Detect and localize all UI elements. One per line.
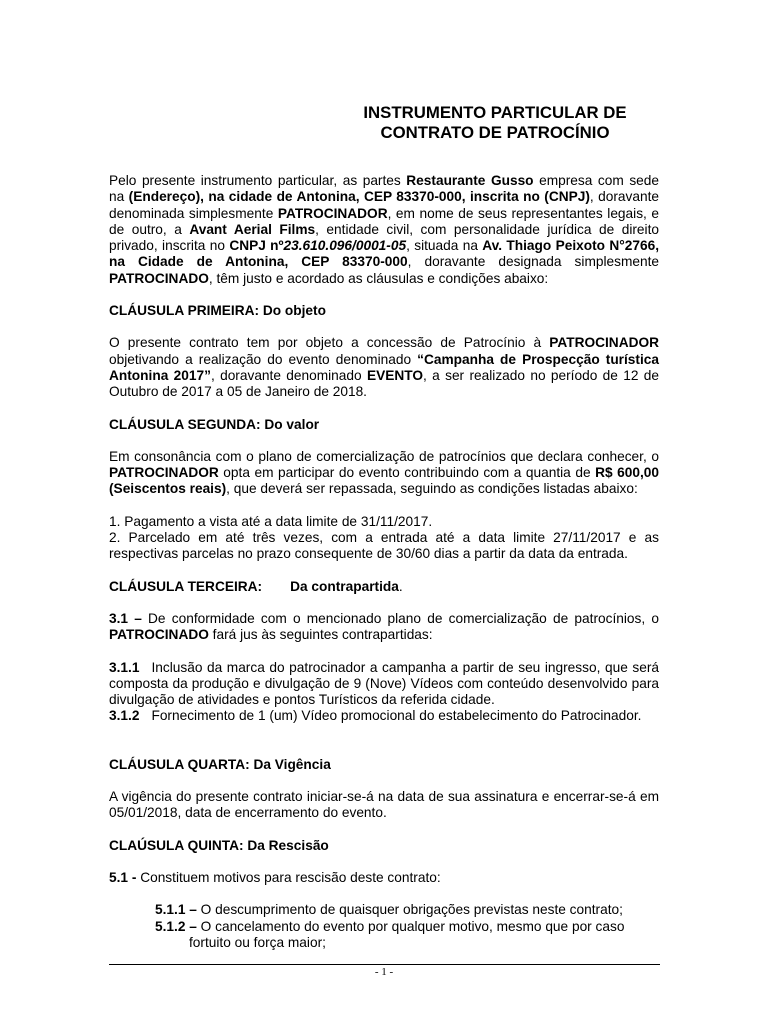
section-5-1-2: [155, 919, 659, 935]
section-3-1: [109, 611, 659, 644]
intro-text: Pelo presente instrumento particular, as partes: [109, 173, 407, 188]
clause-text: , doravante denominado: [210, 367, 367, 383]
clause-text: objetivando a realização do evento denominado: [109, 351, 418, 367]
clause3-subtitle: Da contrapartida: [290, 578, 399, 594]
clause-text: opta em participar do evento contribuindo com a quantia de: [218, 465, 596, 481]
sponsored-name: Avant Aerial Films: [189, 221, 316, 237]
clause1-paragraph: [109, 335, 659, 400]
footer-divider: [109, 964, 660, 965]
intro-text: , têm justo e acordado as cláusulas e condições abaixo:: [208, 270, 549, 286]
section-number: 3.1.1: [109, 659, 140, 675]
section-number: 5.1 -: [109, 869, 137, 885]
clause4-paragraph: A vigência do presente contrato iniciar-se-á na data de sua assinatura e encerrar-se-á em 05/01/2018, data de encerramento do evento.: [109, 789, 659, 821]
intro-text: , doravante designada simplesmente: [407, 254, 659, 270]
clause2-heading: CLÁUSULA SEGUNDA: Do valor: [109, 416, 320, 432]
clause-text: Inclusão da marca do patrocinador a campanha a partir de seu ingresso, que será composta da produção e divulgação de 9 (Nove) Vídeos com conteúdo desenvolvido para divulgação de atividades e pontos Turísticos da referida cidade.: [109, 659, 659, 708]
clause3-period: .: [398, 578, 403, 594]
sponsored-address: Av. Thiago Peixoto N°2766, na Cidade de Antonina, CEP 83370-000: [109, 238, 659, 270]
intro-paragraph: [109, 173, 659, 287]
section-number: 3.1.2: [109, 708, 140, 724]
section-5-1-2-continued: fortuito ou força maior;: [189, 934, 326, 950]
section-3-1-1: [109, 660, 659, 709]
sponsor-term: PATROCINADOR: [109, 465, 219, 481]
clause-text: fará jus às seguintes contrapartidas:: [208, 627, 433, 643]
intro-text: , doravante denominada simplesmente: [109, 189, 659, 221]
section-number: 5.1.1 –: [155, 902, 197, 918]
sponsored-term: PATROCINADO: [109, 270, 209, 286]
section-number: 3.1 –: [109, 610, 142, 626]
section-5-1: [109, 870, 659, 886]
clause2-paragraph: [109, 449, 659, 498]
clause-text: De conformidade com o mencionado plano de comercialização de patrocínios, o: [141, 610, 659, 626]
document-body: [109, 173, 659, 951]
cnpj-number: 23.610.096/0001-05: [283, 238, 407, 254]
clause-text: Constituem motivos para rescisão deste contrato:: [136, 869, 441, 885]
document-title: [325, 103, 665, 143]
sponsor-term: PATROCINADOR: [277, 205, 388, 221]
sponsored-term: PATROCINADO: [109, 627, 209, 643]
sponsor-name: Restaurante Gusso: [406, 173, 534, 188]
clause5-heading: CLAÚSULA QUINTA: Da Rescisão: [109, 837, 329, 853]
intro-text: , em nome de seus representantes legais, e de outro, a: [109, 205, 659, 237]
clause-text: Em consonância com o plano de comercialização de patrocínios que declara conhecer, o: [109, 448, 659, 464]
clause1-heading: CLÁUSULA PRIMEIRA: Do objeto: [109, 303, 326, 319]
event-name: “Campanha de Prospecção turística Antonina 2017”: [109, 351, 660, 383]
intro-text: empresa com sede na: [109, 173, 659, 205]
title-line-2: CONTRATO DE PATROCÍNIO: [380, 123, 610, 142]
title-line-1: INSTRUMENTO PARTICULAR DE: [363, 103, 627, 122]
intro-text: , situada na: [406, 238, 483, 254]
section-3-1-2: [109, 708, 659, 724]
clause-text: , que deverá ser repassada, seguindo as condições listadas abaixo:: [226, 481, 638, 497]
clause-text: O cancelamento do evento por qualquer motivo, mesmo que por caso: [196, 918, 625, 934]
clause3-heading: [109, 579, 659, 595]
sponsor-term: PATROCINADOR: [549, 335, 659, 351]
cnpj-label: CNPJ nº: [229, 238, 284, 254]
clause4-heading: CLÁUSULA QUARTA: Da Vigência: [109, 756, 331, 772]
payment-option-1: 1. Pagamento a vista até a data limite de 31/11/2017.: [109, 513, 433, 529]
section-5-1-1: [155, 902, 659, 918]
sponsorship-amount: R$ 600,00 (Seiscentos reais): [109, 465, 659, 497]
section-number: 5.1.2 –: [155, 918, 197, 934]
clause-text: O presente contrato tem por objeto a concessão de Patrocínio à: [109, 335, 550, 351]
clause-text: , a ser realizado no período de 12 de Outubro de 2017 a 05 de Janeiro de 2018.: [109, 367, 659, 400]
event-term: EVENTO: [366, 367, 424, 383]
sponsor-address: (Endereço), na cidade de Antonina, CEP 83370-000, inscrita no (CNPJ): [128, 189, 590, 205]
page-number: - 1 -: [374, 966, 394, 978]
clause3-title: CLÁUSULA TERCEIRA:: [109, 578, 263, 594]
intro-text: , entidade civil, com personalidade jurídica de direito privado, inscrita no: [109, 221, 659, 254]
payment-option-2: 2. Parcelado em até três vezes, com a entrada até a data limite 27/11/2017 e as respectivas parcelas no prazo consequente de 30/60 dias a partir da data da entrada.: [109, 530, 659, 562]
clause-text: Fornecimento de 1 (um) Vídeo promocional do estabelecimento do Patrocinador.: [151, 708, 642, 724]
clause-text: O descumprimento de quaisquer obrigações previstas neste contrato;: [196, 902, 623, 918]
